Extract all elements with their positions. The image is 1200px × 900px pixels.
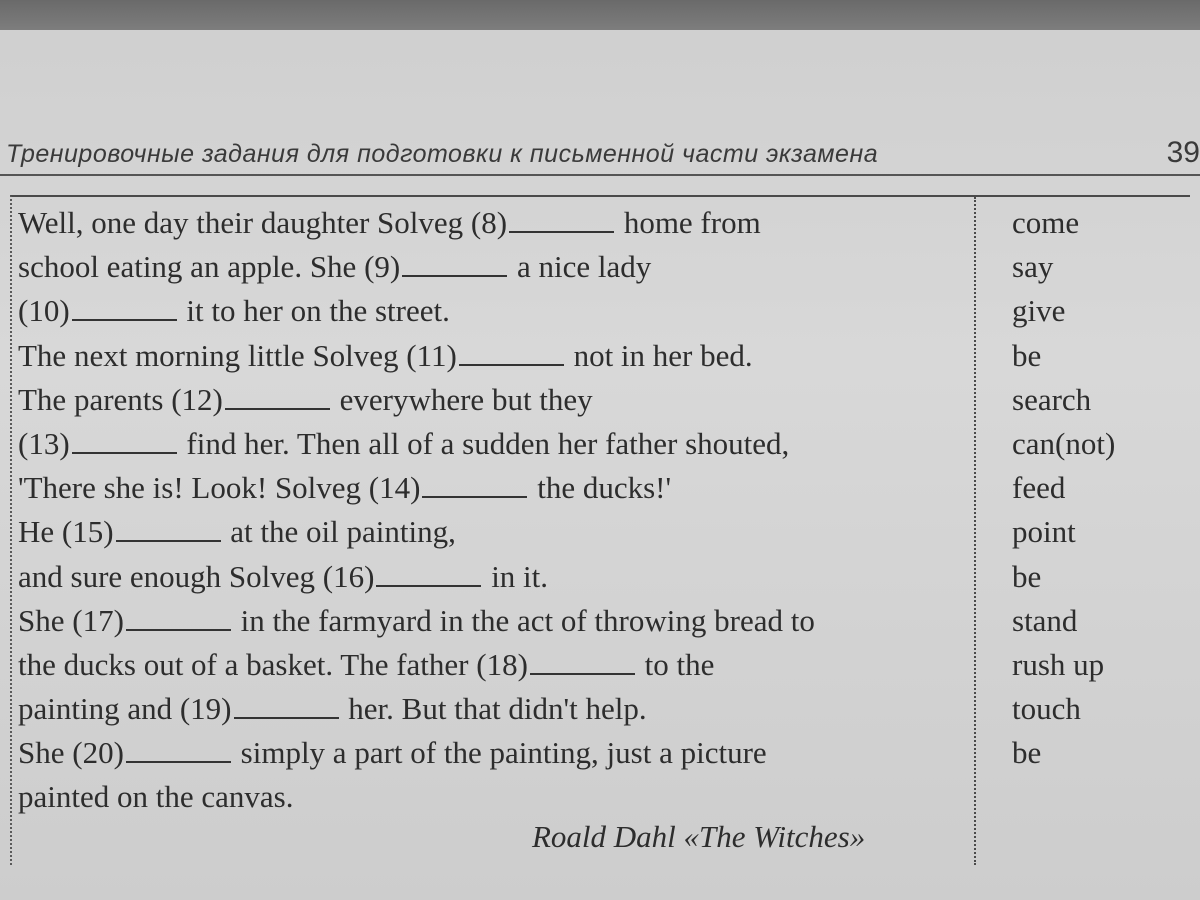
header-rule [0, 174, 1200, 176]
passage-line-6: (13) find her. Then all of a sudden her father shouted, [18, 425, 790, 461]
header-title: Тренировочные задания для подготовки к письменной части экзамена [6, 140, 879, 168]
word-bank-item: give [1012, 293, 1066, 329]
gap-20 [126, 739, 231, 763]
word-bank-item: be [1012, 558, 1042, 594]
top-dark-band [0, 0, 1200, 30]
passage-line-5: The parents (12) everywhere but they [18, 381, 593, 417]
gap-9 [402, 253, 507, 277]
word-bank-item: be [1012, 337, 1042, 373]
page-number: 39 [1166, 136, 1200, 169]
passage-line-4: The next morning little Solveg (11) not in her bed. [18, 337, 753, 373]
source-attribution: Roald Dahl «The Witches» [532, 819, 866, 854]
gap-11 [459, 342, 564, 366]
passage-line-1: Well, one day their daughter Solveg (8) home from [18, 205, 761, 240]
word-bank-item: come [1012, 205, 1080, 240]
word-bank-column [1012, 201, 1182, 775]
gap-12 [225, 386, 330, 410]
passage-line-12: painting and (19) her. But that didn't help. [18, 691, 647, 727]
gap-15 [116, 518, 221, 542]
passage-line-3: (10) it to her on the street. [18, 293, 450, 329]
word-bank-item: point [1012, 514, 1076, 550]
word-bank-item: say [1012, 249, 1054, 285]
gap-19 [234, 695, 339, 719]
gap-10 [72, 297, 177, 321]
word-bank-item: touch [1012, 691, 1081, 727]
word-bank-item: be [1012, 735, 1042, 771]
passage-line-9: and sure enough Solveg (16) in it. [18, 558, 549, 594]
passage-line-13: She (20) simply a part of the painting, just a picture [18, 735, 767, 771]
passage-line-8: He (15) at the oil painting, [18, 514, 456, 550]
passage-column [18, 201, 968, 820]
word-bank-item: search [1012, 381, 1092, 417]
exercise-table [10, 195, 1190, 865]
gap-16 [376, 563, 481, 587]
word-bank-item: can(not) [1012, 425, 1116, 461]
gap-14 [422, 474, 527, 498]
column-divider [974, 197, 976, 865]
gap-13 [72, 430, 177, 454]
gap-17 [126, 607, 231, 631]
passage-line-11: the ducks out of a basket. The father (18) to the [18, 646, 715, 682]
page-header [0, 136, 1200, 180]
passage-line-14: painted on the canvas. [18, 779, 294, 815]
passage-line-2: school eating an apple. She (9) a nice lady [18, 249, 652, 285]
gap-8 [509, 209, 614, 233]
passage-line-7: 'There she is! Look! Solveg (14) the ducks!' [18, 470, 672, 506]
gap-18 [530, 651, 635, 675]
word-bank-item: feed [1012, 470, 1066, 506]
word-bank-item: rush up [1012, 646, 1105, 682]
passage-line-10: She (17) in the farmyard in the act of throwing bread to [18, 602, 815, 638]
word-bank-item: stand [1012, 602, 1078, 638]
